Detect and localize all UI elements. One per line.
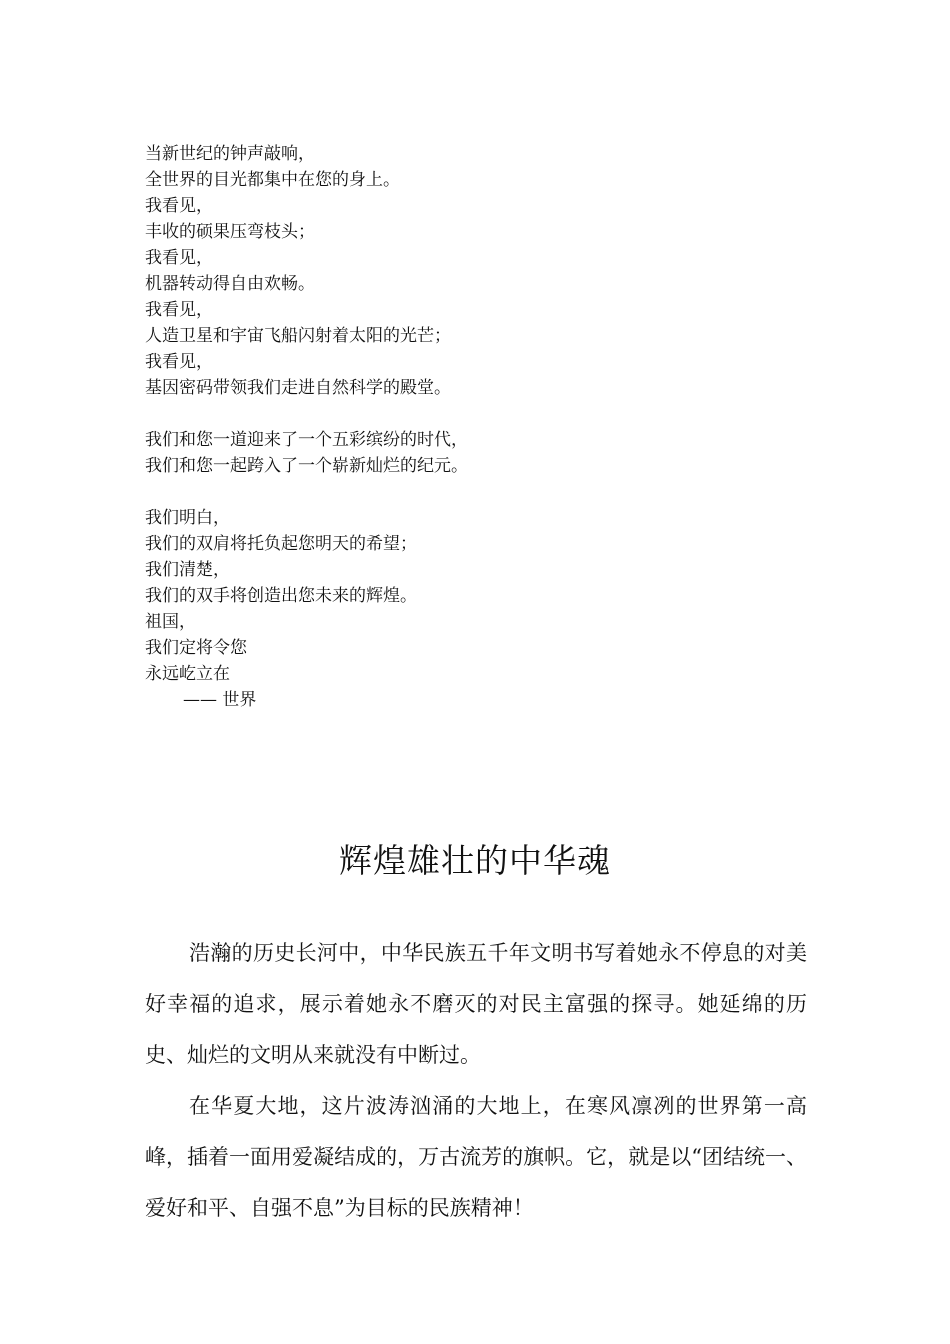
poem-line: 我们和您一道迎来了一个五彩缤纷的时代， (145, 430, 468, 450)
poem-line: 我们的双手将创造出您未来的辉煌。 (145, 586, 417, 606)
essay-paragraph: 在华夏大地，这片波涛汹涌的大地上，在寒风凛冽的世界第一高峰，插着一面用爱凝结成的，万古流芳的旗帜。它，就是以“团结统一、爱好和平、自强不息”为目标的民族精神！ (145, 1094, 807, 1220)
essay-body (145, 928, 807, 1234)
poem-line: 我们清楚， (145, 560, 230, 580)
poem-line: 我看见， (145, 248, 213, 268)
poem-line: 我看见， (145, 300, 213, 320)
poem-line: 祖国， (145, 612, 196, 632)
poem (145, 141, 785, 713)
poem-line: 人造卫星和宇宙飞船闪射着太阳的光芒； (145, 326, 451, 346)
poem-signature: —— 世界 (183, 690, 257, 710)
stanza-break (145, 479, 785, 505)
poem-line: 我们明白， (145, 508, 230, 528)
poem-line: 基因密码带领我们走进自然科学的殿堂。 (145, 378, 451, 398)
poem-line: 永远屹立在 (145, 664, 230, 684)
poem-line: 我们定将令您 (145, 638, 247, 658)
stanza-break (145, 401, 785, 427)
poem-line: 我看见， (145, 352, 213, 372)
poem-line: 我们和您一起跨入了一个崭新灿烂的纪元。 (145, 456, 468, 476)
poem-line: 当新世纪的钟声敲响， (145, 144, 315, 164)
poem-line: 机器转动得自由欢畅。 (145, 274, 315, 294)
poem-line: 我看见， (145, 196, 213, 216)
poem-line: 全世界的目光都集中在您的身上。 (145, 170, 400, 190)
essay-title: 辉煌雄壮的中华魂 (339, 841, 611, 880)
poem-line: 丰收的硕果压弯枝头； (145, 222, 315, 242)
poem-line: 我们的双肩将托负起您明天的希望； (145, 534, 417, 554)
essay-paragraph: 浩瀚的历史长河中，中华民族五千年文明书写着她永不停息的对美好幸福的追求，展示着她永不磨灭的对民主富强的探寻。她延绵的历史、灿烂的文明从来就没有中断过。 (145, 941, 807, 1067)
